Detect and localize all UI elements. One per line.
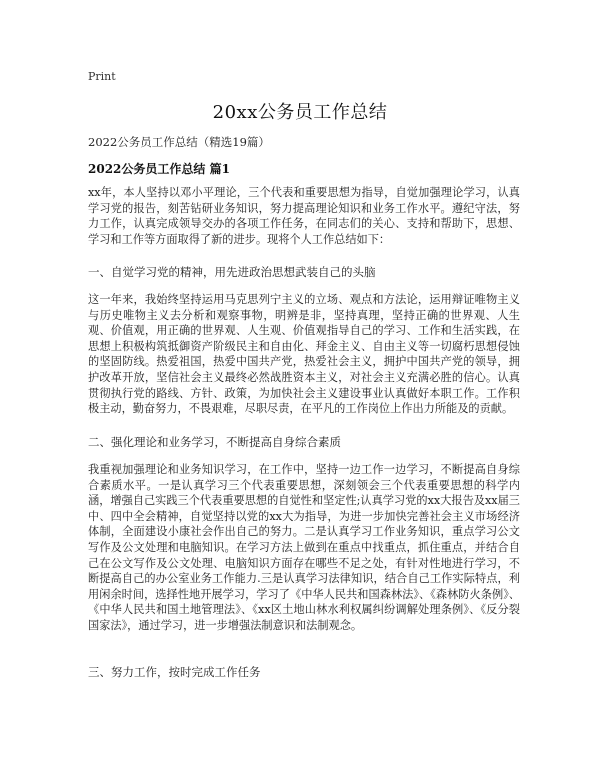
heading-3: 三、努力工作，按时完成工作任务 (88, 665, 261, 679)
paragraph-2: 我重视加强理论和业务知识学习，在工作中，坚持一边工作一边学习，不断提高自身综合素质水平。一是认真学习三个代表重要思想，深刻领会三个代表重要思想的科学内涵，增强自己实践三个代表重要思想的自觉性和坚定性;认真学习党的xx大报告及xx届三中、四中全会精神，自觉坚持以党的xx大为指导，为进一步加快完善社会主义市场经济体制，全面建设小康社会作出自己的努力。二是认真学习工作业务知识，重点学习公文写作及公文处理和电脑知识。在学习方法上做到在重点中找重点，抓住重点，并结合自己在公文写作及公文处理、电脑知识方面存在哪些不足之处，有针对性地进行学习，不断提高自己的办公室业务工作能力.三是认真学习法律知识，结合自己工作实际特点，利用闲余时间，选择性地开展学习，学习了《中华人民共和国森林法》、《森林防火条例》、《中华人民共和国土地管理法》、《xx区土地山林水利权属纠纷调解处理条例》、《反分裂国家法》，通过学习，进一步增强法制意识和法制观念。 (88, 463, 520, 632)
document-subtitle: 2022公务员工作总结（精选19篇） (88, 135, 270, 149)
page-title: 20xx公务员工作总结 (212, 102, 388, 123)
intro-paragraph: xx年，本人坚持以邓小平理论，三个代表和重要思想为指导，自觉加强理论学习，认真学习党的报告，刻苦钻研业务知识，努力提高理论知识和业务工作水平。遵纪守法，努力工作，认真完成领导交办的各项工作任务，在同志们的关心、支持和帮助下，思想、学习和工作等方面取得了新的进步。现将个人工作总结如下： (88, 186, 520, 246)
section-title: 2022公务员工作总结 篇1 (88, 162, 230, 176)
paragraph-1: 这一年来，我始终坚持运用马克思列宁主义的立场、观点和方法论，运用辩证唯物主义与历史唯物主义去分析和观察事物，明辨是非，坚持真理，坚持正确的世界观、人生观、价值观，用正确的世界观、人生观、价值观指导自己的学习、工作和生活实践，在思想上积极构筑抵御资产阶级民主和自由化、拜金主义、自由主义等一切腐朽思想侵蚀的坚固防线。热爱祖国，热爱中国共产党，热爱社会主义，拥护中国共产党的领导，拥护改革开放，坚信社会主义最终必然战胜资本主义，对社会主义充满必胜的信心。认真贯彻执行党的路线、方针、政策，为加快社会主义建设事业认真做好本职工作。工作积极主动，勤奋努力，不畏艰难，尽职尽责，在平凡的工作岗位上作出力所能及的贡献。 (88, 293, 520, 416)
heading-2: 二、强化理论和业务学习，不断提高自身综合素质 (88, 435, 341, 449)
heading-1: 一、自觉学习党的精神，用先进政治思想武装自己的头脑 (88, 265, 376, 279)
print-link[interactable]: Print (88, 70, 116, 83)
